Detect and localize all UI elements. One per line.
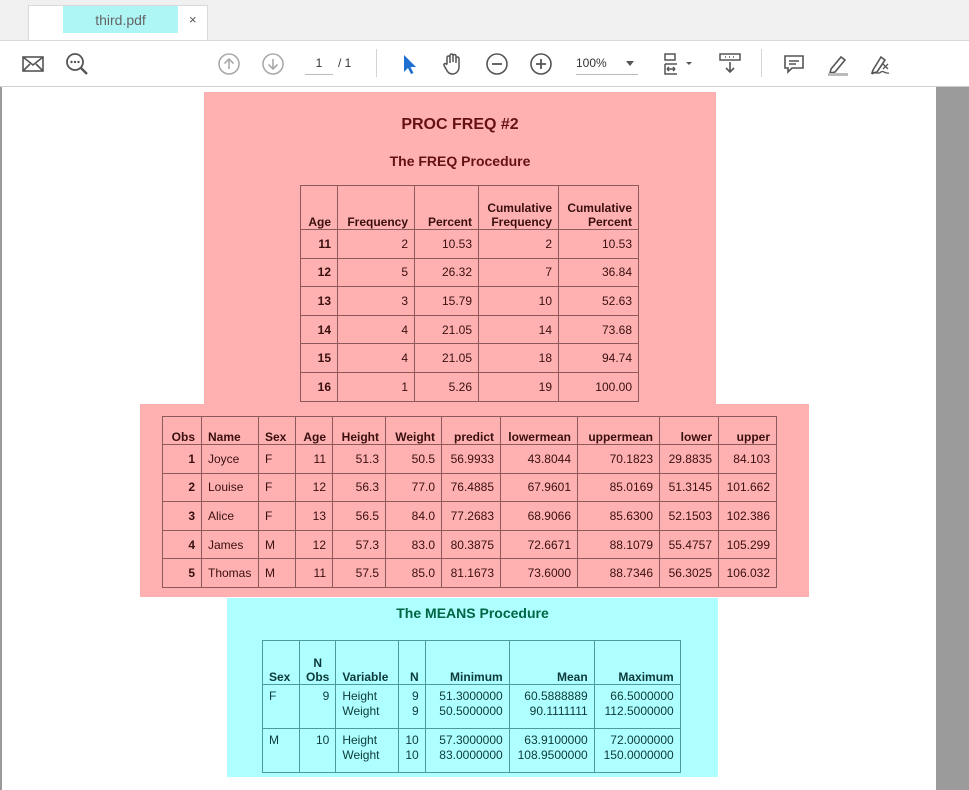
means-value-minimum: 57.3000000 [439, 733, 503, 747]
print-row [163, 445, 777, 474]
means-value-n: 10 [405, 748, 419, 762]
means-header-nobs: N Obs [300, 641, 336, 685]
tab-close-icon[interactable]: × [189, 12, 197, 27]
freq-title: PROC FREQ #2 [401, 116, 519, 133]
zoom-out-icon[interactable] [484, 51, 510, 77]
fit-page-icon[interactable] [660, 51, 696, 77]
means-value-variable: Weight [342, 704, 380, 718]
means-table [262, 640, 681, 773]
means-value-variable: Height [342, 733, 378, 747]
page-edge [0, 87, 2, 790]
print-cell-age: 12 [296, 473, 333, 502]
freq-cell-frequency: 4 [338, 315, 415, 344]
print-cell-name: Joyce [202, 445, 259, 474]
means-cell-nobs: 9 [300, 685, 336, 729]
print-cell-uppermean: 85.0169 [578, 473, 660, 502]
freq-row [301, 315, 639, 344]
print-table [162, 416, 777, 588]
freq-row [301, 258, 639, 287]
freq-header-age: Age [301, 186, 338, 230]
freq-header-cum-frequency: Cumulative Frequency [479, 186, 559, 230]
freq-cell-percent: 5.26 [415, 372, 479, 401]
print-header-height: Height [333, 417, 386, 445]
tab-third-pdf[interactable] [28, 5, 208, 40]
print-cell-obs: 4 [163, 530, 202, 559]
print-cell-weight: 83.0 [386, 530, 442, 559]
freq-cell-cum-frequency: 2 [479, 230, 559, 259]
means-cell-variable [336, 685, 399, 729]
print-cell-upper: 84.103 [719, 445, 777, 474]
toolbar-divider [376, 49, 377, 77]
means-cell-n [399, 685, 425, 729]
means-value-maximum: 150.0000000 [603, 748, 674, 762]
freq-cell-cum-frequency: 7 [479, 258, 559, 287]
freq-cell-age: 12 [301, 258, 338, 287]
means-header-row [263, 641, 681, 685]
means-row [263, 685, 681, 729]
print-cell-name: Alice [202, 502, 259, 531]
freq-row [301, 372, 639, 401]
zoom-in-icon[interactable] [528, 51, 554, 77]
print-cell-lower: 52.1503 [660, 502, 719, 531]
print-header-upper: upper [719, 417, 777, 445]
zoom-select[interactable] [576, 52, 638, 75]
print-cell-height: 57.3 [333, 530, 386, 559]
print-cell-obs: 3 [163, 502, 202, 531]
print-cell-name: James [202, 530, 259, 559]
freq-cell-age: 15 [301, 344, 338, 373]
freq-table [300, 185, 639, 402]
print-cell-sex: M [259, 530, 296, 559]
means-value-maximum: 66.5000000 [610, 689, 674, 703]
print-header-name: Name [202, 417, 259, 445]
print-header-weight: Weight [386, 417, 442, 445]
means-cell-mean [509, 729, 594, 773]
toolbar [0, 41, 969, 87]
page-number-input[interactable]: 1 [305, 52, 333, 75]
print-cell-weight: 85.0 [386, 559, 442, 588]
freq-cell-cum-frequency: 14 [479, 315, 559, 344]
means-cell-maximum [594, 685, 680, 729]
freq-cell-percent: 15.79 [415, 287, 479, 316]
sign-icon[interactable] [868, 51, 894, 77]
print-cell-lowermean: 73.6000 [501, 559, 578, 588]
print-cell-uppermean: 85.6300 [578, 502, 660, 531]
print-header-obs: Obs [163, 417, 202, 445]
print-cell-predict: 77.2683 [442, 502, 501, 531]
print-cell-name: Louise [202, 473, 259, 502]
print-cell-uppermean: 88.7346 [578, 559, 660, 588]
next-page-icon[interactable] [260, 51, 286, 77]
means-header-n: N [399, 641, 425, 685]
means-header-minimum: Minimum [425, 641, 509, 685]
means-cell-sex: M [263, 729, 300, 773]
scrollbar[interactable] [936, 87, 969, 790]
freq-cell-cum-percent: 94.74 [559, 344, 639, 373]
print-cell-lower: 29.8835 [660, 445, 719, 474]
print-row [163, 473, 777, 502]
means-header-mean: Mean [509, 641, 594, 685]
freq-cell-cum-percent: 52.63 [559, 287, 639, 316]
means-value-maximum: 112.5000000 [604, 704, 674, 718]
print-cell-age: 11 [296, 445, 333, 474]
print-cell-lower: 55.4757 [660, 530, 719, 559]
chevron-down-icon [626, 61, 634, 66]
means-value-n: 9 [412, 689, 419, 703]
freq-header-frequency: Frequency [338, 186, 415, 230]
print-cell-height: 51.3 [333, 445, 386, 474]
means-row [263, 729, 681, 773]
print-cell-lower: 51.3145 [660, 473, 719, 502]
freq-cell-percent: 21.05 [415, 344, 479, 373]
means-value-mean: 63.9100000 [524, 733, 588, 747]
means-value-minimum: 50.5000000 [439, 704, 503, 718]
print-header-age: Age [296, 417, 333, 445]
freq-row [301, 287, 639, 316]
freq-cell-age: 16 [301, 372, 338, 401]
print-cell-obs: 5 [163, 559, 202, 588]
freq-cell-cum-frequency: 19 [479, 372, 559, 401]
comment-icon[interactable] [781, 51, 807, 77]
means-value-maximum: 72.0000000 [610, 733, 674, 747]
print-cell-lower: 56.3025 [660, 559, 719, 588]
print-cell-height: 57.5 [333, 559, 386, 588]
zoom-value: 100% [576, 56, 607, 70]
print-row [163, 530, 777, 559]
freq-cell-cum-percent: 73.68 [559, 315, 639, 344]
print-cell-weight: 77.0 [386, 473, 442, 502]
print-cell-height: 56.5 [333, 502, 386, 531]
toolbar-divider [761, 49, 762, 77]
means-value-mean: 108.9500000 [517, 748, 588, 762]
print-cell-upper: 102.386 [719, 502, 777, 531]
freq-cell-cum-percent: 36.84 [559, 258, 639, 287]
freq-cell-cum-frequency: 10 [479, 287, 559, 316]
print-cell-height: 56.3 [333, 473, 386, 502]
means-cell-variable [336, 729, 399, 773]
print-cell-obs: 2 [163, 473, 202, 502]
print-region [140, 404, 809, 597]
print-row [163, 559, 777, 588]
means-value-n: 10 [405, 733, 419, 747]
print-cell-upper: 101.662 [719, 473, 777, 502]
print-cell-uppermean: 88.1079 [578, 530, 660, 559]
print-cell-age: 12 [296, 530, 333, 559]
freq-cell-frequency: 3 [338, 287, 415, 316]
means-header-sex: Sex [263, 641, 300, 685]
hand-tool-icon[interactable] [440, 51, 466, 77]
freq-cell-age: 13 [301, 287, 338, 316]
freq-cell-frequency: 5 [338, 258, 415, 287]
freq-cell-frequency: 2 [338, 230, 415, 259]
print-cell-weight: 50.5 [386, 445, 442, 474]
print-cell-upper: 105.299 [719, 530, 777, 559]
freq-cell-frequency: 1 [338, 372, 415, 401]
means-value-mean: 90.1111111 [529, 704, 588, 718]
means-cell-maximum [594, 729, 680, 773]
print-header-predict: predict [442, 417, 501, 445]
means-region [227, 598, 718, 777]
print-cell-sex: F [259, 473, 296, 502]
freq-cell-age: 14 [301, 315, 338, 344]
tab-bar [0, 0, 969, 41]
freq-cell-age: 11 [301, 230, 338, 259]
page-total: / 1 [338, 56, 352, 70]
means-header-maximum: Maximum [594, 641, 680, 685]
print-cell-sex: M [259, 559, 296, 588]
print-cell-predict: 76.4885 [442, 473, 501, 502]
print-cell-weight: 84.0 [386, 502, 442, 531]
print-cell-sex: F [259, 502, 296, 531]
freq-cell-cum-frequency: 18 [479, 344, 559, 373]
means-value-minimum: 83.0000000 [439, 748, 503, 762]
freq-header-row [301, 186, 639, 230]
freq-cell-frequency: 4 [338, 344, 415, 373]
freq-row [301, 344, 639, 373]
means-cell-n [399, 729, 425, 773]
print-cell-lowermean: 72.6671 [501, 530, 578, 559]
print-cell-predict: 56.9933 [442, 445, 501, 474]
search-icon[interactable] [64, 51, 90, 77]
means-value-mean: 60.5888889 [524, 689, 588, 703]
freq-cell-percent: 21.05 [415, 315, 479, 344]
freq-row [301, 230, 639, 259]
previous-page-icon[interactable] [216, 51, 242, 77]
means-value-n: 9 [412, 704, 419, 718]
means-cell-minimum [425, 685, 509, 729]
print-header-sex: Sex [259, 417, 296, 445]
print-cell-sex: F [259, 445, 296, 474]
freq-header-percent: Percent [415, 186, 479, 230]
print-cell-upper: 106.032 [719, 559, 777, 588]
print-cell-lowermean: 68.9066 [501, 502, 578, 531]
select-pointer-icon[interactable] [396, 51, 422, 77]
print-row [163, 502, 777, 531]
means-value-variable: Height [342, 689, 378, 703]
print-cell-lowermean: 43.8044 [501, 445, 578, 474]
means-cell-mean [509, 685, 594, 729]
print-cell-predict: 81.1673 [442, 559, 501, 588]
freq-cell-percent: 26.32 [415, 258, 479, 287]
document-view[interactable] [0, 87, 969, 790]
print-cell-age: 11 [296, 559, 333, 588]
print-header-lower: lower [660, 417, 719, 445]
print-cell-uppermean: 70.1823 [578, 445, 660, 474]
means-cell-minimum [425, 729, 509, 773]
freq-subtitle: The FREQ Procedure [389, 153, 531, 169]
means-cell-sex: F [263, 685, 300, 729]
tab-title[interactable]: third.pdf [63, 6, 178, 33]
means-value-minimum: 51.3000000 [439, 689, 503, 703]
print-header-row [163, 417, 777, 445]
print-header-uppermean: uppermean [578, 417, 660, 445]
means-header-variable: Variable [336, 641, 399, 685]
freq-cell-cum-percent: 10.53 [559, 230, 639, 259]
freq-header-cum-percent: Cumulative Percent [559, 186, 639, 230]
print-cell-age: 13 [296, 502, 333, 531]
print-header-lowermean: lowermean [501, 417, 578, 445]
print-cell-lowermean: 67.9601 [501, 473, 578, 502]
means-value-variable: Weight [342, 748, 380, 762]
print-cell-obs: 1 [163, 445, 202, 474]
print-cell-predict: 80.3875 [442, 530, 501, 559]
highlight-icon[interactable] [825, 51, 851, 77]
freq-cell-cum-percent: 100.00 [559, 372, 639, 401]
freq-region [204, 92, 716, 404]
scroll-mode-icon[interactable] [716, 51, 744, 77]
means-cell-nobs: 10 [300, 729, 336, 773]
freq-cell-percent: 10.53 [415, 230, 479, 259]
means-title: The MEANS Procedure [396, 605, 549, 621]
email-icon[interactable] [20, 51, 46, 77]
print-cell-name: Thomas [202, 559, 259, 588]
